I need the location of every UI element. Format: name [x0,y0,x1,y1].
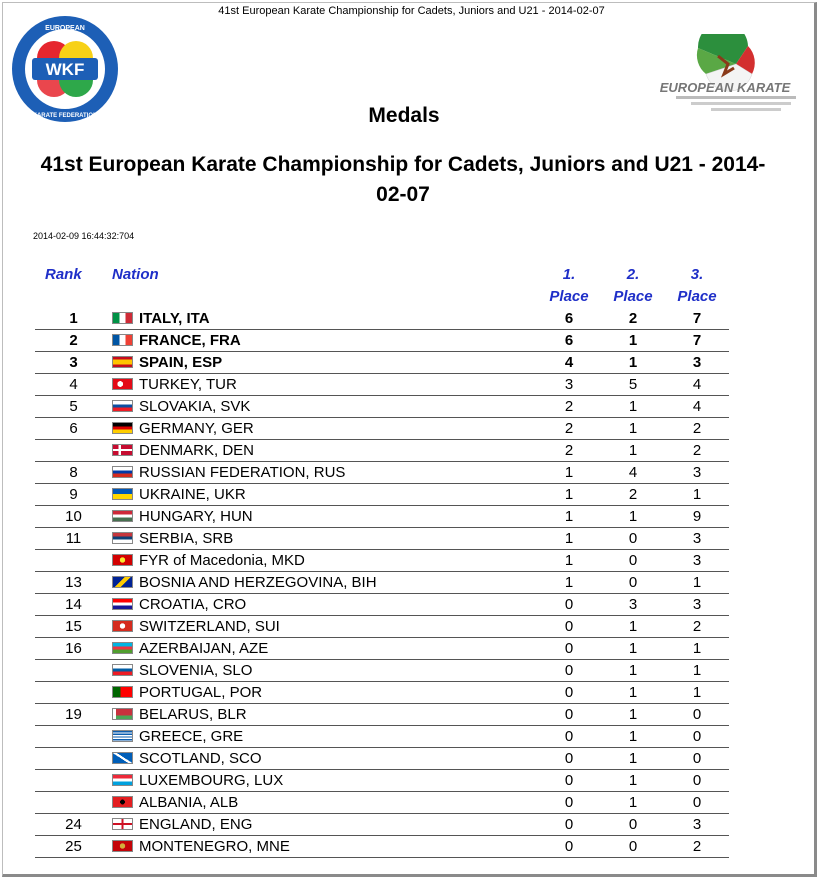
flag-eng-icon [112,818,133,830]
first-place-cell: 1 [537,506,601,528]
nation-name: BOSNIA AND HERZEGOVINA, BIH [139,574,377,591]
first-place-cell: 1 [537,572,601,594]
flag-aze-icon [112,642,133,654]
rank-cell [35,550,112,572]
report-timestamp: 2014-02-09 16:44:32:704 [33,231,135,241]
rank-cell: 11 [35,528,112,550]
table-row [35,836,729,858]
second-place-header [601,264,665,308]
flag-lux-icon [112,774,133,786]
first-place-cell: 0 [537,726,601,748]
table-row [35,814,729,836]
flag-tur-icon [112,378,133,390]
flag-alb-icon [112,796,133,808]
flag-fra-icon [112,334,133,346]
third-place-cell: 3 [665,462,729,484]
first-place-cell: 2 [537,396,601,418]
second-place-cell: 0 [601,528,665,550]
nation-cell [112,506,537,528]
rank-cell [35,682,112,704]
flag-gre-icon [112,730,133,742]
first-place-cell: 1 [537,462,601,484]
rank-cell [35,660,112,682]
nation-name: UKRAINE, UKR [139,486,246,503]
table-row [35,308,729,330]
second-place-cell: 1 [601,660,665,682]
third-place-cell: 0 [665,770,729,792]
first-place-cell: 1 [537,528,601,550]
second-place-cell: 1 [601,770,665,792]
second-place-cell: 0 [601,572,665,594]
third-place-cell: 0 [665,704,729,726]
medal-table-body [35,308,729,858]
nation-name: FRANCE, FRA [139,332,241,349]
nation-cell [112,462,537,484]
nation-name: RUSSIAN FEDERATION, RUS [139,464,346,481]
table-row [35,352,729,374]
rank-header: Rank [45,266,82,283]
flag-ger-icon [112,422,133,434]
medals-heading: Medals [368,104,440,127]
nation-cell [112,572,537,594]
table-row [35,594,729,616]
table-row [35,770,729,792]
first-place-cell: 0 [537,814,601,836]
rank-cell: 24 [35,814,112,836]
nation-cell [112,308,537,330]
second-place-cell: 2 [601,484,665,506]
third-place-cell: 0 [665,726,729,748]
second-place-cell: 1 [601,616,665,638]
second-place-cell: 1 [601,792,665,814]
rank-cell: 6 [35,418,112,440]
nation-cell [112,374,537,396]
table-row [35,418,729,440]
nation-header: Nation [112,266,159,283]
table-row [35,484,729,506]
table-row [35,638,729,660]
third-place-cell: 3 [665,814,729,836]
table-row [35,682,729,704]
third-place-cell: 4 [665,396,729,418]
third-place-cell: 1 [665,682,729,704]
first-place-cell: 6 [537,330,601,352]
nation-name: GREECE, GRE [139,728,244,745]
first-place-cell: 0 [537,748,601,770]
second-place-cell: 1 [601,330,665,352]
first-place-header [537,264,601,308]
table-row [35,550,729,572]
third-place-header [665,264,729,308]
third-place-cell: 3 [665,550,729,572]
flag-ukr-icon [112,488,133,500]
rank-cell: 13 [35,572,112,594]
nation-cell [112,704,537,726]
flag-esp-icon [112,356,133,368]
nation-cell [112,594,537,616]
rank-cell: 5 [35,396,112,418]
second-place-cell: 1 [601,352,665,374]
second-place-cell: 0 [601,836,665,858]
nation-cell [112,836,537,858]
nation-cell [112,418,537,440]
nation-cell [112,638,537,660]
nation-name: FYR of Macedonia, MKD [139,552,305,569]
flag-srb-icon [112,532,133,544]
table-row [35,330,729,352]
second-place-cell: 1 [601,682,665,704]
nation-cell [112,484,537,506]
table-row [35,660,729,682]
first-place-cell: 2 [537,418,601,440]
table-row [35,374,729,396]
nation-name: SLOVENIA, SLO [139,662,253,679]
first-place-cell: 1 [537,550,601,572]
second-place-cell: 4 [601,462,665,484]
table-row [35,572,729,594]
flag-cro-icon [112,598,133,610]
first-place-cell: 0 [537,594,601,616]
third-place-cell: 0 [665,748,729,770]
nation-name: MONTENEGRO, MNE [139,838,290,855]
third-place-cell: 7 [665,308,729,330]
nation-name: TURKEY, TUR [139,376,237,393]
rank-cell: 1 [35,308,112,330]
rank-cell: 10 [35,506,112,528]
rank-cell [35,726,112,748]
nation-name: SCOTLAND, SCO [139,750,262,767]
flag-por-icon [112,686,133,698]
first-place-cell: 3 [537,374,601,396]
nation-name: DENMARK, DEN [139,442,255,459]
first-place-cell: 0 [537,638,601,660]
rank-cell: 4 [35,374,112,396]
first-place-cell: 4 [537,352,601,374]
nation-cell [112,682,537,704]
rank-cell: 16 [35,638,112,660]
table-row [35,506,729,528]
rank-cell: 15 [35,616,112,638]
flag-blr-icon [112,708,133,720]
flag-sco-icon [112,752,133,764]
rank-cell [35,792,112,814]
first-place-cell: 0 [537,770,601,792]
third-place-cell: 3 [665,594,729,616]
second-place-cell: 1 [601,704,665,726]
nation-name: ENGLAND, ENG [139,816,253,833]
second-place-header-label: Place [613,288,653,305]
medal-table [35,264,729,858]
third-place-cell: 1 [665,638,729,660]
second-place-cell: 3 [601,594,665,616]
second-place-cell: 1 [601,638,665,660]
first-place-header-number: 1. [562,266,576,283]
flag-rus-icon [112,466,133,478]
nation-name: ALBANIA, ALB [139,794,239,811]
table-row [35,396,729,418]
third-place-cell: 3 [665,528,729,550]
flag-sui-icon [112,620,133,632]
first-place-cell: 0 [537,616,601,638]
second-place-cell: 1 [601,418,665,440]
medal-table-header [35,264,729,308]
nation-cell [112,814,537,836]
rank-cell: 9 [35,484,112,506]
nation-cell [112,352,537,374]
table-row [35,462,729,484]
nation-cell [112,550,537,572]
rank-cell: 8 [35,462,112,484]
nation-cell [112,440,537,462]
second-place-cell: 1 [601,726,665,748]
third-place-cell: 0 [665,792,729,814]
third-place-cell: 2 [665,836,729,858]
third-place-cell: 9 [665,506,729,528]
third-place-cell: 1 [665,484,729,506]
nation-name: PORTUGAL, POR [139,684,263,701]
second-place-cell: 0 [601,814,665,836]
flag-slo-icon [112,664,133,676]
table-row [35,704,729,726]
rank-cell [35,440,112,462]
nation-cell [112,616,537,638]
second-place-header-number: 2. [626,266,640,283]
second-place-cell: 1 [601,440,665,462]
flag-ita-icon [112,312,133,324]
nation-name: AZERBAIJAN, AZE [139,640,269,657]
nation-name: ITALY, ITA [139,310,210,327]
rank-cell: 3 [35,352,112,374]
nation-cell [112,330,537,352]
wkf-logo-bottom-text: KARATE FEDERATION [32,113,98,119]
rank-cell: 19 [35,704,112,726]
flag-mkd-icon [112,554,133,566]
third-place-cell: 4 [665,374,729,396]
flag-hun-icon [112,510,133,522]
nation-cell [112,660,537,682]
third-place-header-number: 3. [690,266,704,283]
second-place-cell: 1 [601,506,665,528]
rank-cell [35,748,112,770]
nation-name: SLOVAKIA, SVK [139,398,251,415]
nation-name: LUXEMBOURG, LUX [139,772,284,789]
nation-name: GERMANY, GER [139,420,254,437]
first-place-cell: 1 [537,484,601,506]
flag-svk-icon [112,400,133,412]
rank-cell: 14 [35,594,112,616]
second-place-cell: 0 [601,550,665,572]
first-place-cell: 0 [537,836,601,858]
table-row [35,792,729,814]
nation-cell [112,792,537,814]
third-place-cell: 2 [665,616,729,638]
table-row [35,748,729,770]
third-place-cell: 1 [665,660,729,682]
nation-name: SERBIA, SRB [139,530,234,547]
rank-cell: 25 [35,836,112,858]
table-row [35,440,729,462]
third-place-cell: 3 [665,352,729,374]
rank-cell [35,770,112,792]
second-place-cell: 5 [601,374,665,396]
second-place-cell: 2 [601,308,665,330]
wkf-logo-top-text: EUROPEAN [45,25,85,32]
flag-bih-icon [112,576,133,588]
table-row [35,616,729,638]
nation-name: CROATIA, CRO [139,596,247,613]
third-place-cell: 2 [665,440,729,462]
table-row [35,726,729,748]
second-place-cell: 1 [601,748,665,770]
first-place-cell: 0 [537,704,601,726]
first-place-cell: 0 [537,660,601,682]
table-row [35,528,729,550]
nation-cell [112,726,537,748]
nation-cell [112,396,537,418]
rank-cell: 2 [35,330,112,352]
first-place-cell: 0 [537,792,601,814]
third-place-cell: 1 [665,572,729,594]
third-place-cell: 7 [665,330,729,352]
nation-cell [112,748,537,770]
championship-logo-text: EUROPEAN KARATE [659,80,791,95]
first-place-header-label: Place [549,288,589,305]
nation-name: BELARUS, BLR [139,706,247,723]
first-place-cell: 2 [537,440,601,462]
flag-mne-icon [112,840,133,852]
nation-name: SWITZERLAND, SUI [139,618,280,635]
first-place-cell: 6 [537,308,601,330]
championship-title: 41st European Karate Championship for Cadets, Juniors and U21 - 2014-02-07 [40,153,766,206]
flag-den-icon [112,444,133,456]
third-place-cell: 2 [665,418,729,440]
nation-name: SPAIN, ESP [139,354,223,371]
second-place-cell: 1 [601,396,665,418]
third-place-header-label: Place [677,288,717,305]
nation-cell [112,770,537,792]
nation-name: HUNGARY, HUN [139,508,253,525]
first-place-cell: 0 [537,682,601,704]
nation-cell [112,528,537,550]
wkf-logo-text: WKF [45,60,85,79]
header-title: 41st European Karate Championship for Cadets, Juniors and U21 - 2014-02-07 [218,5,605,17]
